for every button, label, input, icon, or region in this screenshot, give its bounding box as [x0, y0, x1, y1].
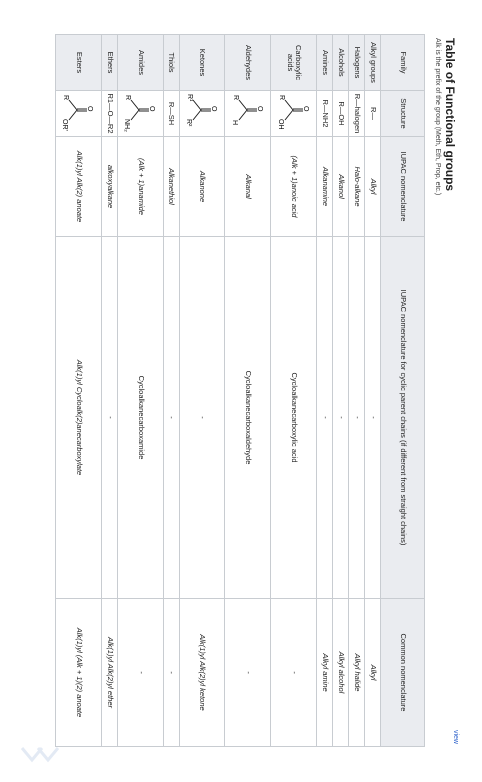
iupac-cell: alkoxyalkane: [101, 137, 117, 237]
carboxylic-acid-structure-icon: [277, 94, 311, 134]
table-row: [271, 35, 317, 747]
svg-text:O: O: [148, 105, 156, 111]
amide-structure-icon: [123, 94, 157, 134]
common-cell: -: [225, 599, 271, 747]
header-structure: Structure: [381, 91, 425, 137]
svg-text:OR': OR': [61, 118, 69, 131]
svg-text:O: O: [210, 105, 218, 111]
family-cell: Halogens: [348, 35, 364, 91]
family-cell: Alkyl groups: [364, 35, 380, 91]
view-link[interactable]: view: [452, 729, 459, 744]
common-cell: Alk(1)yl Alk(2)yl ketone: [179, 599, 225, 747]
iupac-cell: Halo-alkane: [348, 137, 364, 237]
table-row: [163, 35, 179, 747]
family-cell: Thiols: [163, 35, 179, 91]
family-cell: Ethers: [101, 35, 117, 91]
structure-cell: R—halogen: [348, 91, 364, 137]
common-cell: Alkyl amine: [316, 599, 332, 747]
structure-cell: [225, 91, 271, 137]
cyclic-cell: Cycloalkanecarboxylic acid: [271, 237, 317, 599]
common-cell: Alkyl alcohol: [332, 599, 348, 747]
table-row: [332, 35, 348, 747]
cyclic-cell: -: [332, 237, 348, 599]
table-row: [101, 35, 117, 747]
table-row: [179, 35, 225, 747]
family-cell: Carboxylic acids: [271, 35, 317, 91]
svg-text:R: R: [124, 94, 132, 100]
iupac-cell: Alkanamine: [316, 137, 332, 237]
iupac-cell: Alkanal: [225, 137, 271, 237]
svg-text:R²: R²: [185, 118, 193, 126]
structure-cell: R—NH2: [316, 91, 332, 137]
functional-groups-table: [55, 34, 425, 747]
common-cell: Alk(1)yl Alk(2)yl ether: [101, 599, 117, 747]
cyclic-cell: -: [348, 237, 364, 599]
iupac-cell: (Alk + 1)anamide: [117, 137, 163, 237]
structure-cell: [56, 91, 102, 137]
cyclic-cell: -: [364, 237, 380, 599]
page-title: Table of Functional groups: [443, 38, 457, 192]
structure-cell: R1—O—R2: [101, 91, 117, 137]
common-cell: Alkyl halide: [348, 599, 364, 747]
watermark-logo-icon: [20, 744, 60, 764]
iupac-cell: (Alk + 1)anoic acid: [271, 137, 317, 237]
svg-text:R: R: [277, 94, 285, 100]
cyclic-cell: Cycloalkanecarboxaldehyde: [225, 237, 271, 599]
svg-text:H: H: [230, 119, 238, 125]
family-cell: Amides: [117, 35, 163, 91]
table-row: [225, 35, 271, 747]
structure-cell: [179, 91, 225, 137]
table-row: [364, 35, 380, 747]
table-row: [348, 35, 364, 747]
svg-text:R: R: [231, 94, 239, 100]
table-row: [316, 35, 332, 747]
common-cell: Alk(1)yl (Alk + 1)(2) anoate: [56, 599, 102, 747]
family-cell: Alcohols: [332, 35, 348, 91]
svg-text:O: O: [301, 105, 309, 111]
svg-text:R¹: R¹: [186, 93, 194, 101]
cyclic-cell: -: [179, 237, 225, 599]
page-subtitle: Alk is the prefix of the group (Meth, Eth, Prop, etc.): [434, 38, 441, 196]
structure-cell: R—OH: [332, 91, 348, 137]
structure-cell: [117, 91, 163, 137]
common-cell: -: [163, 599, 179, 747]
table-row: [117, 35, 163, 747]
common-cell: -: [271, 599, 317, 747]
common-cell: Alkyl: [364, 599, 380, 747]
structure-cell: R—SH: [163, 91, 179, 137]
cyclic-cell: -: [101, 237, 117, 599]
iupac-cell: Alkanol: [332, 137, 348, 237]
aldehyde-structure-icon: [231, 94, 265, 134]
cyclic-cell: -: [163, 237, 179, 599]
table-row: [56, 35, 102, 747]
cyclic-cell: -: [316, 237, 332, 599]
svg-text:R: R: [62, 94, 70, 100]
header-cyclic: IUPAC nomenclature for cyclic parent chains (if different from straight chains): [381, 237, 425, 599]
family-cell: Amines: [316, 35, 332, 91]
structure-cell: [271, 91, 317, 137]
iupac-cell: Alkanethiol: [163, 137, 179, 237]
cyclic-cell: Alk(1)yl Cycloalk(2)anecarboxylate: [56, 237, 102, 599]
header-iupac: IUPAC nomenclature: [381, 137, 425, 237]
ketone-structure-icon: [185, 94, 219, 134]
ester-structure-icon: [61, 94, 95, 134]
common-cell: -: [117, 599, 163, 747]
family-cell: Aldehydes: [225, 35, 271, 91]
family-cell: Esters: [56, 35, 102, 91]
structure-cell: R—: [364, 91, 380, 137]
iupac-cell: Alkyl: [364, 137, 380, 237]
cyclic-cell: Cycloalkanecarboxamide: [117, 237, 163, 599]
svg-text:O: O: [255, 105, 263, 111]
svg-text:NH₂: NH₂: [123, 118, 131, 132]
iupac-cell: Alk(1)yl Alk(2) anoate: [56, 137, 102, 237]
header-common: Common nomenclature: [381, 599, 425, 747]
header-family: Family: [381, 35, 425, 91]
svg-text:O: O: [86, 105, 94, 111]
functional-groups-document: [43, 30, 463, 750]
table-header-row: [381, 35, 425, 747]
family-cell: Ketones: [179, 35, 225, 91]
svg-text:OH: OH: [276, 118, 284, 129]
iupac-cell: Alkanone: [179, 137, 225, 237]
